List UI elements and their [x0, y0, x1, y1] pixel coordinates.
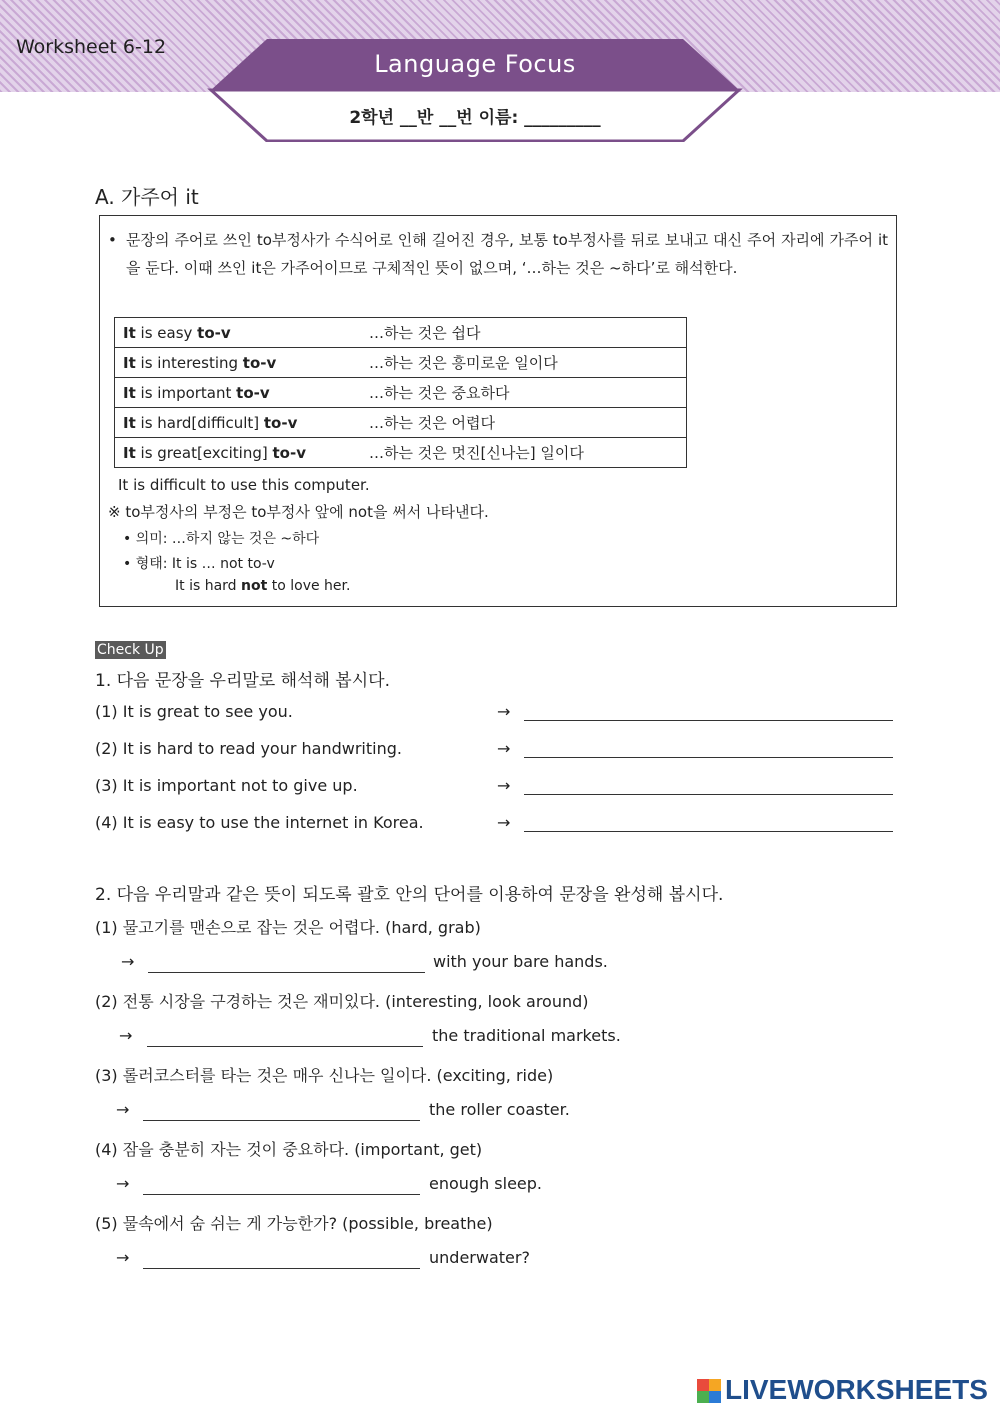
pattern-row [115, 438, 687, 468]
pattern-meaning: …하는 것은 중요하다 [361, 378, 687, 408]
question-2-title: 2. 다음 우리말과 같은 뜻이 되도록 괄호 안의 단어를 이용하여 문장을 완성해 봅시다. [95, 885, 724, 905]
pattern-row [115, 408, 687, 438]
arrow-icon: → [116, 1248, 130, 1267]
negation-meaning: • 의미: …하지 않는 것은 ~하다 [123, 531, 320, 547]
pattern-it: It [123, 443, 136, 462]
section-a-title: A. 가주어 it [95, 185, 199, 209]
pattern-to-v: to-v [263, 413, 298, 432]
arrow-icon: → [497, 776, 511, 795]
page-title: Language Focus [374, 50, 576, 78]
pattern-it: It [123, 413, 136, 432]
pattern-expression [115, 378, 362, 408]
q2-prompt: (2) 전통 시장을 구경하는 것은 재미있다. (interesting, look around) [95, 992, 589, 1011]
q2-sentence-ending: underwater? [429, 1248, 530, 1267]
worksheet-label: Worksheet 6-12 [16, 36, 167, 58]
pattern-row [115, 318, 687, 348]
pattern-meaning: …하는 것은 흥미로운 일이다 [361, 348, 687, 378]
pattern-meaning: …하는 것은 멋진[신나는] 일이다 [361, 438, 687, 468]
pattern-row [115, 378, 687, 408]
negation-example-post: to love her. [267, 578, 351, 594]
q2-prompt: (5) 물속에서 숨 쉬는 게 가능한가? (possible, breathe) [95, 1214, 493, 1233]
grammar-explanation [108, 226, 888, 282]
q2-prompt: (1) 물고기를 맨손으로 잡는 것은 어렵다. (hard, grab) [95, 918, 481, 937]
pattern-table [114, 317, 687, 468]
arrow-icon: → [121, 952, 135, 971]
pattern-row [115, 348, 687, 378]
q2-sentence-ending: the traditional markets. [432, 1026, 621, 1045]
logo-text: LIVEWORKSHEETS [725, 1374, 988, 1405]
answer-blank[interactable] [148, 971, 425, 973]
arrow-icon: → [116, 1100, 130, 1119]
pattern-adjective: is important [135, 383, 237, 402]
pattern-to-v: to-v [197, 323, 231, 342]
answer-blank[interactable] [147, 1045, 423, 1047]
answer-blank[interactable] [143, 1267, 420, 1269]
q1-sentence: (3) It is important not to give up. [95, 776, 358, 795]
pattern-expression [115, 348, 362, 378]
pattern-expression [115, 408, 362, 438]
q1-sentence: (2) It is hard to read your handwriting. [95, 739, 402, 758]
negation-example [175, 578, 350, 594]
answer-blank[interactable] [524, 793, 893, 795]
negation-example-bold: not [241, 578, 268, 594]
pattern-it: It [123, 353, 136, 372]
pattern-adjective: is hard[difficult] [135, 413, 264, 432]
q2-prompt: (3) 롤러코스터를 타는 것은 매우 신나는 일이다. (exciting, ride) [95, 1066, 554, 1085]
bullet-icon: • [108, 231, 117, 249]
q1-sentence: (1) It is great to see you. [95, 702, 293, 721]
pattern-meaning: …하는 것은 어렵다 [361, 408, 687, 438]
q2-sentence-ending: the roller coaster. [429, 1100, 570, 1119]
pattern-adjective: is easy [135, 323, 198, 342]
arrow-icon: → [497, 813, 511, 832]
q2-prompt: (4) 잠을 충분히 자는 것이 중요하다. (important, get) [95, 1140, 483, 1159]
pattern-it: It [123, 323, 136, 342]
pattern-to-v: to-v [272, 443, 306, 462]
arrow-icon: → [116, 1174, 130, 1193]
pattern-expression [115, 318, 362, 348]
arrow-icon: → [119, 1026, 133, 1045]
pattern-adjective: is interesting [135, 353, 243, 372]
q2-sentence-ending: with your bare hands. [433, 952, 608, 971]
check-up-label: Check Up [97, 642, 164, 658]
answer-blank[interactable] [143, 1119, 420, 1121]
negation-form: • 형태: It is … not to-v [123, 556, 275, 572]
pattern-adjective: is great[exciting] [135, 443, 273, 462]
question-1-title: 1. 다음 문장을 우리말로 해석해 봅시다. [95, 671, 390, 691]
answer-blank[interactable] [143, 1193, 420, 1195]
logo-badge-icon [697, 1379, 721, 1403]
answer-blank[interactable] [524, 830, 893, 832]
arrow-icon: → [497, 739, 511, 758]
pattern-it: It [123, 383, 136, 402]
grammar-explanation-text: 문장의 주어로 쓰인 to부정사가 수식어로 인해 길어진 경우, 보통 to부정사를 뒤로 보내고 대신 주어 자리에 가주어 it을 둔다. 이때 쓰인 it은 가주어이므로 구체적인 뜻이 없으며, ‘…하는 것은 ~하다’로 해석한다. [126, 231, 888, 277]
example-sentence: It is difficult to use this computer. [118, 476, 370, 494]
negation-example-pre: It is hard [175, 578, 242, 594]
pattern-expression [115, 438, 362, 468]
pattern-meaning: …하는 것은 쉽다 [361, 318, 687, 348]
pattern-to-v: to-v [236, 383, 270, 402]
q1-sentence: (4) It is easy to use the internet in Korea. [95, 813, 424, 832]
pattern-to-v: to-v [242, 353, 277, 372]
q2-sentence-ending: enough sleep. [429, 1174, 543, 1193]
answer-blank[interactable] [524, 756, 893, 758]
student-info: 2학년 __반 __번 이름: _________ [349, 108, 601, 128]
answer-blank[interactable] [524, 719, 893, 721]
arrow-icon: → [497, 702, 511, 721]
negation-note: ※ to부정사의 부정은 to부정사 앞에 not을 써서 나타낸다. [108, 503, 489, 521]
